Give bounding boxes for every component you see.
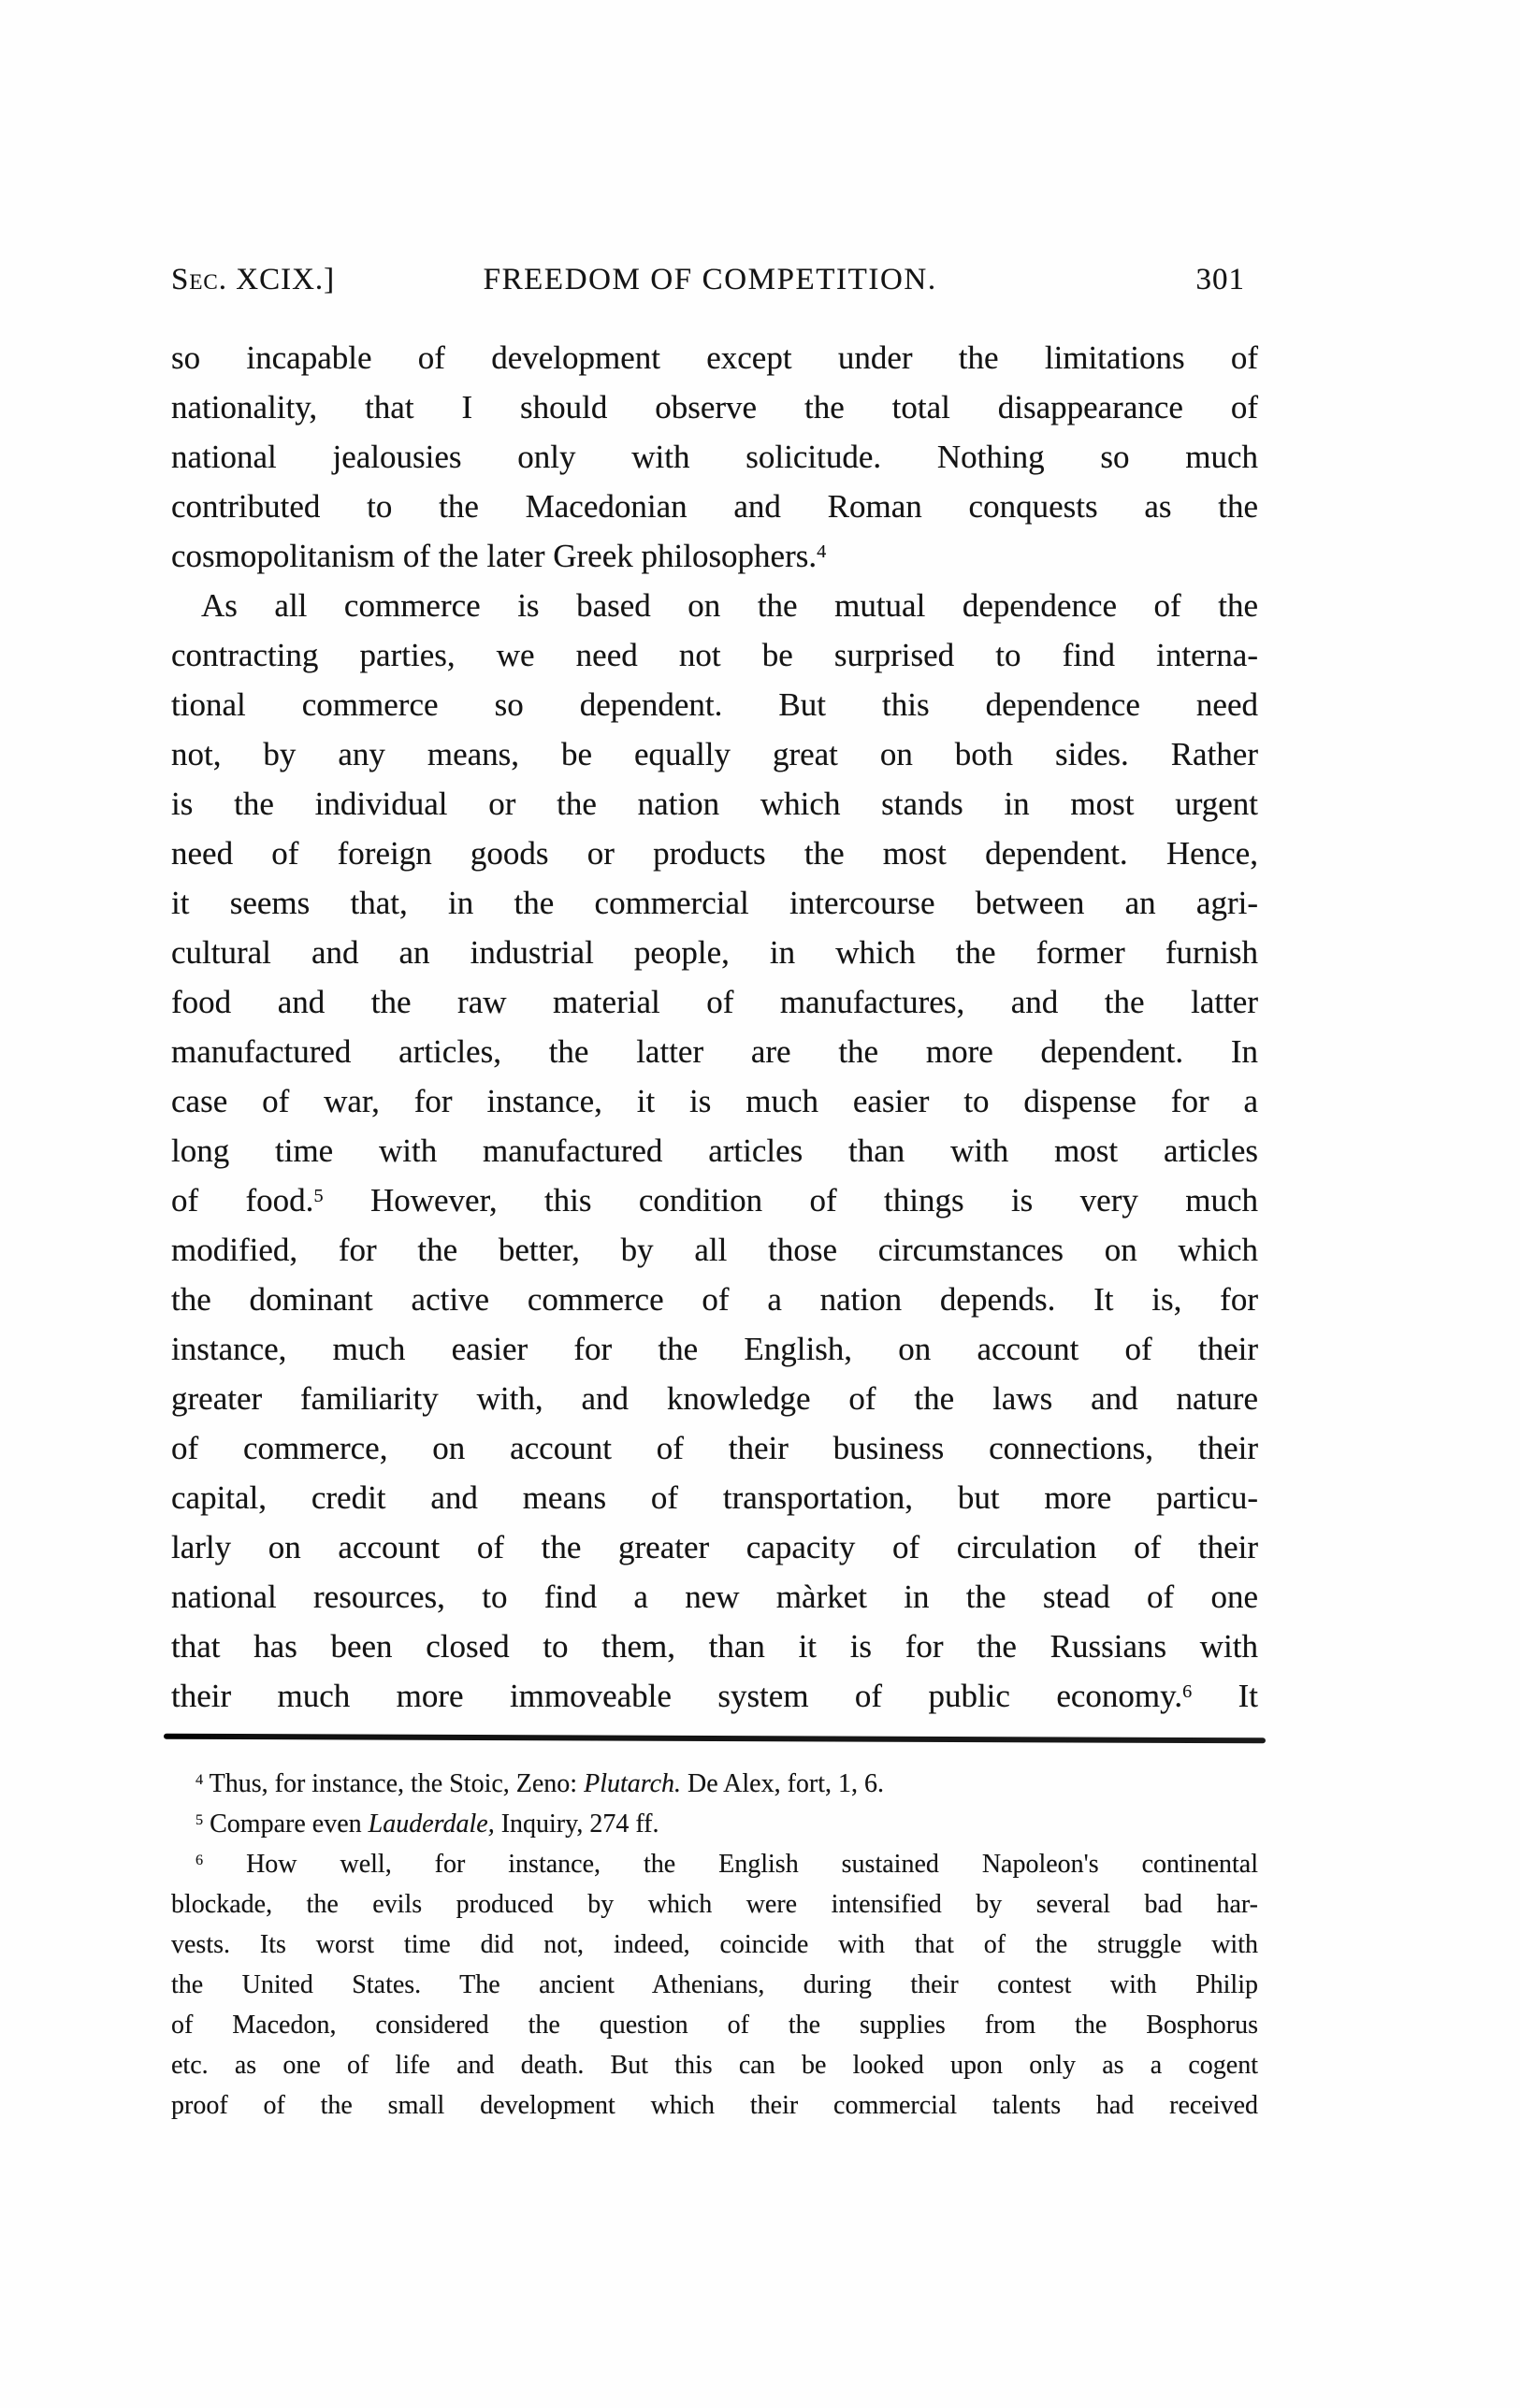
body-text-line (171, 581, 1258, 630)
footnote-marker: 6 (1182, 1680, 1193, 1702)
text-segment: Thus, for instance, the Stoic, Zeno: (203, 1769, 585, 1798)
text-segment: is the individual or the nation which stands in most urgent (171, 786, 1258, 822)
page-number: 301 (1195, 263, 1245, 296)
body-text-line (171, 1572, 1258, 1622)
footnote-line (171, 1884, 1258, 1925)
text-segment: Compare even (203, 1810, 369, 1838)
body-text-line (171, 1126, 1258, 1175)
text-segment: vests. Its worst time did not, indeed, coincide with that of the struggle with (171, 1930, 1258, 1959)
footnote-line (171, 2005, 1258, 2045)
text-segment: blockade, the evils produced by which were intensified by several bad har- (171, 1890, 1258, 1919)
text-segment: the United States. The ancient Athenians, during their contest with Philip (171, 1970, 1258, 1999)
footnote-line (171, 1925, 1258, 1965)
text-segment: of Macedon, considered the question of the supplies from the Bosphorus (171, 2011, 1258, 2040)
footnote-line (171, 1965, 1258, 2005)
footnote-marker: 5 (313, 1185, 324, 1206)
text-segment: contributed to the Macedonian and Roman conquests as the (171, 488, 1258, 525)
text-segment: greater familiarity with, and knowledge of the laws and nature (171, 1380, 1258, 1417)
body-text-line (171, 1671, 1258, 1721)
footnote-line (171, 1764, 1258, 1804)
footnote-line (171, 1804, 1258, 1844)
text-segment: of commerce, on account of their business connections, their (171, 1430, 1258, 1466)
body-text-line (171, 1522, 1258, 1572)
footnote-marker: 5 (195, 1810, 204, 1828)
text-segment: However, this condition of things is very much (323, 1182, 1258, 1218)
footnote-marker: 4 (817, 541, 827, 562)
body-text-line (171, 1225, 1258, 1275)
text-segment: long time with manufactured articles than with most articles (171, 1132, 1258, 1169)
text-segment: capital, credit and means of transportation, but more particu- (171, 1479, 1258, 1516)
footnote-line (171, 2045, 1258, 2085)
text-segment: Lauderdale, (368, 1810, 495, 1838)
body-text-line (171, 1076, 1258, 1126)
text-segment: Inquiry, 274 ff. (494, 1810, 659, 1838)
body-text-line (171, 1473, 1258, 1522)
body-text-line (171, 333, 1258, 382)
body-text-line (171, 482, 1258, 531)
page-header (171, 263, 1258, 304)
body-text-line (171, 382, 1258, 432)
text-segment: so incapable of development except under the limitations of (171, 339, 1258, 376)
text-segment: contracting parties, we need not be surprised to find interna- (171, 637, 1258, 673)
body-text-line (171, 1622, 1258, 1671)
text-segment: De Alex, fort, 1, 6. (681, 1769, 885, 1798)
body-text-line (171, 878, 1258, 928)
text-segment: larly on account of the greater capacity of circulation of their (171, 1529, 1258, 1565)
footnote-marker: 6 (195, 1851, 204, 1868)
body-text (171, 333, 1258, 1721)
text-segment: instance, much easier for the English, on account of their (171, 1331, 1258, 1367)
text-segment: manufactured articles, the latter are the more dependent. In (171, 1033, 1258, 1070)
text-segment: their much more immoveable system of public economy. (171, 1678, 1183, 1714)
body-text-line (171, 432, 1258, 482)
text-segment: Plutarch. (584, 1769, 682, 1798)
body-text-line (171, 531, 1258, 581)
text-segment: cultural and an industrial people, in which the former furnish (171, 934, 1258, 971)
footnote-line (171, 2085, 1258, 2126)
text-segment: the dominant active commerce of a nation depends. It is, for (171, 1281, 1258, 1318)
text-segment: tional commerce so dependent. But this dependence need (171, 686, 1258, 723)
body-text-line (171, 630, 1258, 680)
body-text-line (171, 779, 1258, 829)
text-segment: modified, for the better, by all those circumstances on which (171, 1232, 1258, 1268)
body-text-line (171, 1027, 1258, 1076)
text-segment: cosmopolitanism of the later Greek philosophers. (171, 538, 818, 574)
text-segment: How well, for instance, the English sustained Napoleon's continental (203, 1850, 1258, 1879)
footnote-marker: 4 (195, 1770, 204, 1788)
text-segment: that has been closed to them, than it is for the Russians with (171, 1628, 1258, 1665)
text-segment: need of foreign goods or products the most dependent. Hence, (171, 835, 1258, 872)
body-text-line (171, 1324, 1258, 1374)
footnotes (171, 1764, 1258, 2126)
text-segment: nationality, that I should observe the total disappearance of (171, 389, 1258, 425)
body-text-line (171, 829, 1258, 878)
footnote-divider (164, 1734, 1266, 1744)
body-text-line (171, 977, 1258, 1027)
body-text-line (171, 1374, 1258, 1423)
text-segment: etc. as one of life and death. But this can be looked upon only as a cogent (171, 2051, 1258, 2080)
footnote-line (171, 1844, 1258, 1884)
text-segment: of food. (171, 1182, 314, 1218)
body-text-line (171, 729, 1258, 779)
text-segment: national jealousies only with solicitude. Nothing so much (171, 439, 1258, 475)
text-segment: It (1192, 1678, 1258, 1714)
body-text-line (171, 1275, 1258, 1324)
text-segment: case of war, for instance, it is much easier to dispense for a (171, 1083, 1258, 1119)
text-segment: proof of the small development which their commercial talents had received (171, 2091, 1258, 2120)
text-segment: it seems that, in the commercial intercourse between an agri- (171, 885, 1258, 921)
body-text-line (171, 928, 1258, 977)
text-segment: not, by any means, be equally great on both sides. Rather (171, 736, 1258, 772)
text-segment: food and the raw material of manufactures, and the latter (171, 984, 1258, 1020)
body-text-line (171, 1423, 1258, 1473)
running-title: FREEDOM OF COMPETITION. (483, 263, 937, 296)
section-label: Sec. XCIX.] (171, 263, 336, 296)
text-segment: national resources, to find a new màrket in the stead of one (171, 1579, 1258, 1615)
body-text-line (171, 1175, 1258, 1225)
body-text-line (171, 680, 1258, 729)
text-segment: As all commerce is based on the mutual dependence of the (201, 587, 1258, 624)
